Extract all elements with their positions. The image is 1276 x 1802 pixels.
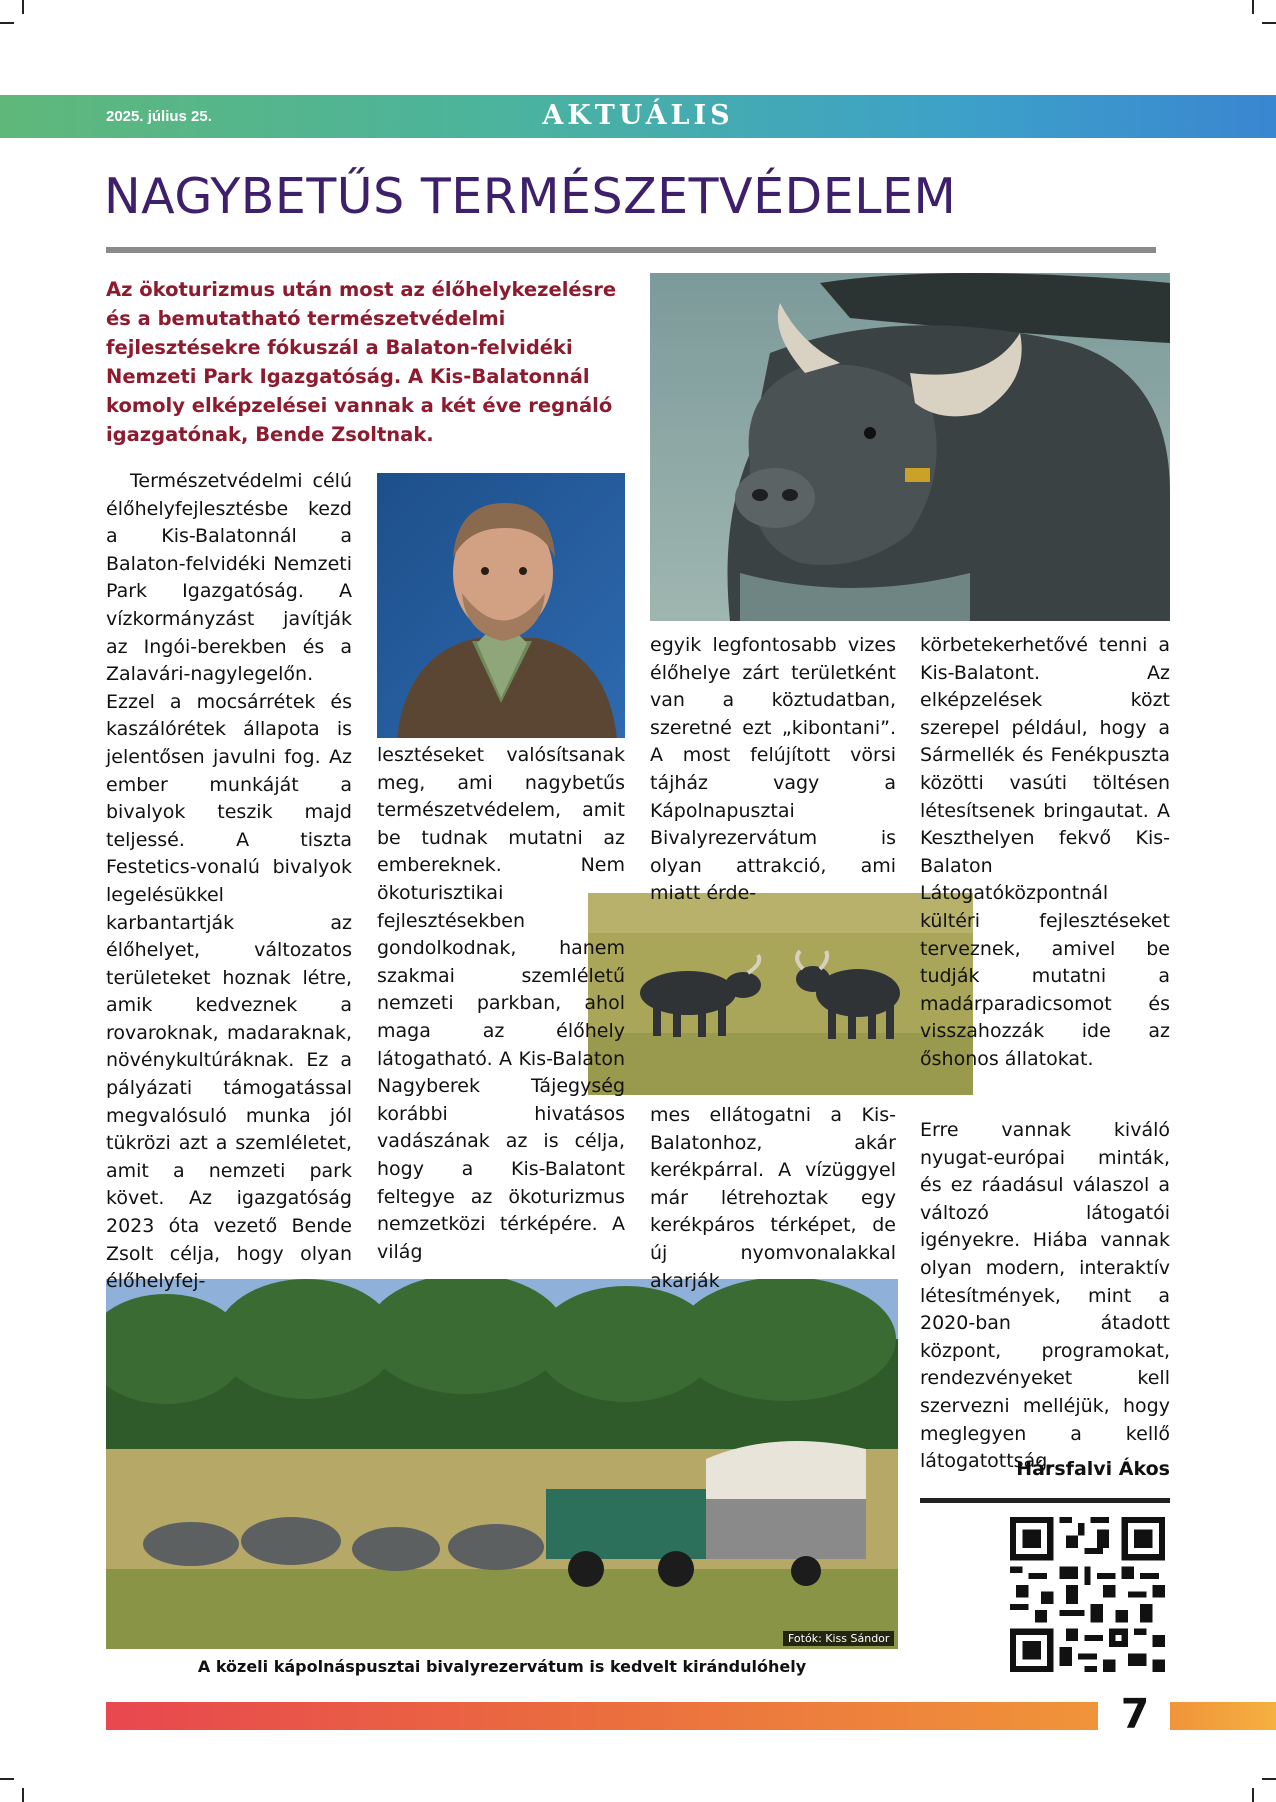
crop-mark — [1252, 0, 1254, 14]
page-title: NAGYBETŰS TERMÉSZETVÉDELEM — [104, 168, 957, 225]
crop-mark — [22, 0, 24, 14]
director-portrait-photo — [377, 473, 625, 738]
article-column-3-bottom: mes ellátogatni a Kis-Balatonhoz, akár kerékpárral. A vízüggyel már létrehoztak egy kerékpáros térképet, de új nyomvonalakkal akarják — [650, 1104, 896, 1292]
qr-code — [1010, 1517, 1165, 1672]
buffalo-portrait-photo — [650, 273, 1170, 621]
article-column-3-top: egyik legfontosabb vizes élőhelye zárt területként van a köztudatban, szeretné ezt „kibontani”. A most felújított vörsi tájház vagy a Kápolnapusztai Bivalyrezervátum is olyan attrakció, ami miatt érde- — [650, 634, 896, 905]
article-column-4-top: körbetekerhetővé tenni a Kis-Balatont. Az elképzelések közt szerepel például, hogy a Sármellék és Fenékpuszta közötti vasúti töltésen létesítsenek bringautat. A Keszthelyen fekvő Kis-Balaton Látogatóközpontnál kültéri fejlesztéseket terveznek, amivel be tudják mutatni a madárparadicsomot és visszahozzák ide az őshonos állatokat. — [920, 634, 1170, 1070]
section-title: AKTUÁLIS — [542, 100, 734, 131]
article-lead: Az ökoturizmus után most az élőhelykezelésre és a bemutatható természetvédelmi fejlesztésekre fókuszál a Balaton-felvidéki Nemzeti Park Igazgatóság. A Kis-Balatonnál komoly elképzelései vannak a két éve regnáló igazgatónak, Bende Zsoltnak. — [106, 278, 617, 446]
author-divider — [920, 1498, 1170, 1503]
photo-caption: A közeli kápolnáspusztai bivalyrezervátum is kedvelt kirándulóhely — [197, 1657, 807, 1676]
page-number: 7 — [1120, 1690, 1150, 1738]
crop-mark — [22, 1788, 24, 1802]
crop-mark — [0, 22, 14, 24]
article-column-4-bottom: Erre vannak kiváló nyugat-európai minták, és ez ráadásul válaszol a változó látogatói igényekre. Hiába vannak olyan modern, interaktív létesítmények, mint a 2020-ban átadott központ, programokat, rendezvényeket kell szervezni melléjük, hogy meglegyen a kellő látogatottság. — [920, 1119, 1170, 1473]
photo-credit: Fotók: Kiss Sándor — [783, 1631, 894, 1646]
title-divider — [106, 247, 1156, 253]
footer-band-right — [1170, 1702, 1276, 1730]
footer-band — [106, 1702, 1098, 1730]
grazing-buffaloes-photo — [588, 893, 973, 1095]
safari-wagon-photo — [106, 1279, 898, 1649]
issue-date: 2025. július 25. — [106, 108, 212, 125]
crop-mark — [1262, 22, 1276, 24]
crop-mark — [1252, 1788, 1254, 1802]
article-column-1: Természetvédelmi célú élőhelyfejlesztésbe kezd a Kis-Balatonnál a Balaton-felvidéki Nemzeti Park Igazgatóság. A vízkormányzást javítják az Ingói-berekben és a Zalavári-nagylegelőn. Ezzel a mocsárrétek és kaszálórétek állapota is jelentősen javulni fog. Az ember munkáját a bivalyok teszik majd teljessé. A tiszta Festetics-vonalú bivalyok legelésükkel karbantartják az élőhelyet, változatos területeket hoznak létre, amik kedveznek a rovaroknak, madaraknak, növénykultúráknak. Ez a pályázati támogatással megvalósuló munka jól tükrözi azt a szemléletet, amit a nemzeti park követ. Az igazgatóság 2023 óta vezető Bende Zsolt célja, hogy olyan élőhelyfej- — [106, 470, 352, 1293]
crop-mark — [1262, 1778, 1276, 1780]
article-column-2: lesztéseket valósítsanak meg, ami nagybetűs természetvédelem, amit be tudnak mutatni az embereknek. Nem ökoturisztikai fejlesztésekben gondolkodnak, hanem szakmai szemléletű nemzeti parkban, ahol maga az élőhely látogatható. A Kis-Balaton Nagyberek Tájegység korábbi hivatásos vadászának az is célja, hogy a Kis-Balatont feltegye az ökoturizmus nemzetközi térképére. A világ — [377, 744, 625, 1263]
article-author: Hársfalvi Ákos — [1016, 1458, 1170, 1480]
crop-mark — [0, 1778, 14, 1780]
